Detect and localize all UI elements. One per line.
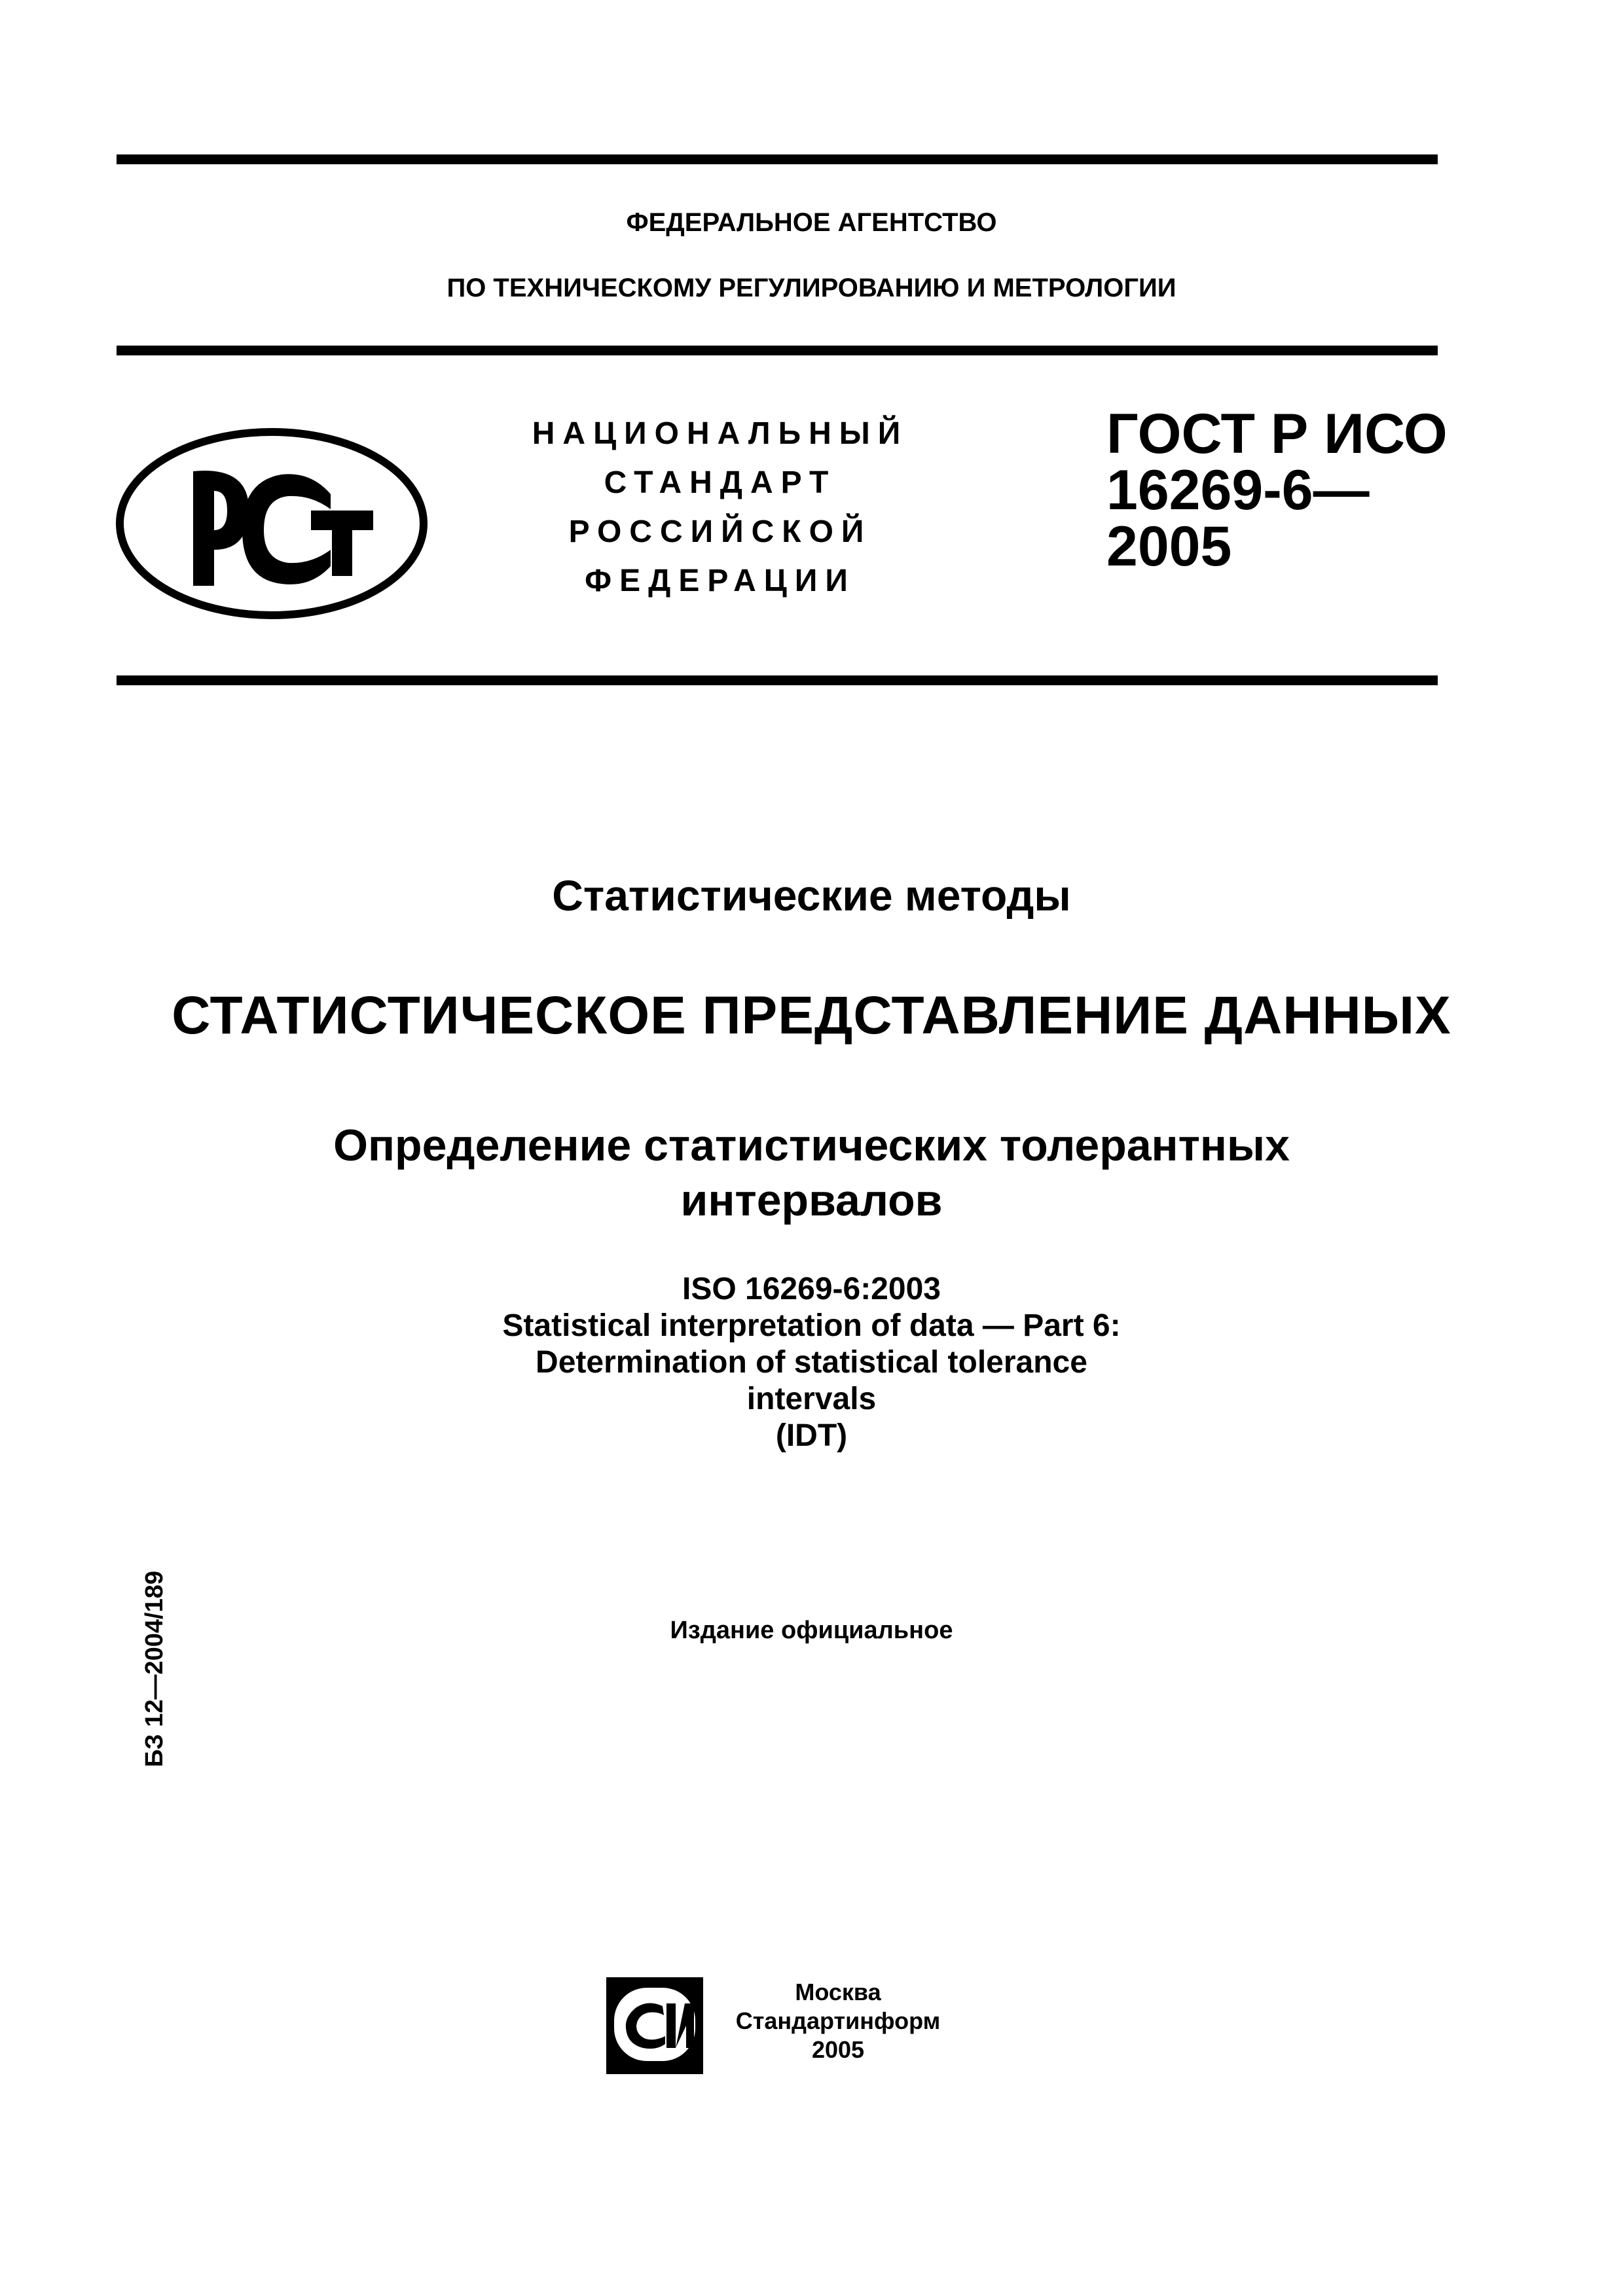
official-edition: Издание официальное (670, 1617, 953, 1644)
general-title: Статистические методы (552, 871, 1071, 920)
pct-certification-mark-icon (115, 425, 429, 622)
gost-designation (1106, 403, 1448, 578)
publisher-name: Стандартинформ (735, 2007, 941, 2034)
main-title: СТАТИСТИЧЕСКОЕ ПРЕДСТАВЛЕНИЕ ДАННЫХ (172, 986, 1451, 1045)
part-title-line-2: интервалов (680, 1175, 943, 1225)
gost-line: 2005 (1106, 515, 1232, 578)
publisher-block (714, 1978, 962, 2064)
national-standard-label (498, 409, 943, 605)
gost-line: 16269-6— (1106, 459, 1370, 522)
publisher-year: 2005 (811, 2036, 865, 2063)
designation-rule (117, 675, 1438, 685)
national-line: СТАНДАРТ (604, 465, 837, 500)
national-line: НАЦИОНАЛЬНЫЙ (532, 416, 909, 451)
agency-line-2: ПО ТЕХНИЧЕСКОМУ РЕГУЛИРОВАНИЮ И МЕТРОЛОГИИ (447, 274, 1176, 302)
header-rule (117, 346, 1438, 355)
national-line: ФЕДЕРАЦИИ (585, 564, 856, 598)
top-rule (117, 154, 1438, 164)
side-code: БЗ 12—2004/189 (141, 1571, 168, 1767)
iso-number: ISO 16269-6:2003 (682, 1272, 941, 1306)
standartinform-logo-icon (602, 1973, 707, 2078)
iso-title-line: intervals (746, 1382, 877, 1416)
publisher-city: Москва (795, 1979, 881, 2005)
part-title-line-1: Определение статистических толерантных (333, 1121, 1290, 1170)
iso-title-line: Statistical interpretation of data — Part 6: (502, 1308, 1121, 1343)
agency-line-1: ФЕДЕРАЛЬНОЕ АГЕНТСТВО (626, 208, 997, 237)
iso-equivalence: (IDT) (775, 1418, 848, 1453)
gost-line: ГОСТ Р ИСО (1106, 403, 1448, 465)
national-line: РОССИЙСКОЙ (568, 514, 872, 549)
iso-title-line: Determination of statistical tolerance (536, 1345, 1087, 1380)
